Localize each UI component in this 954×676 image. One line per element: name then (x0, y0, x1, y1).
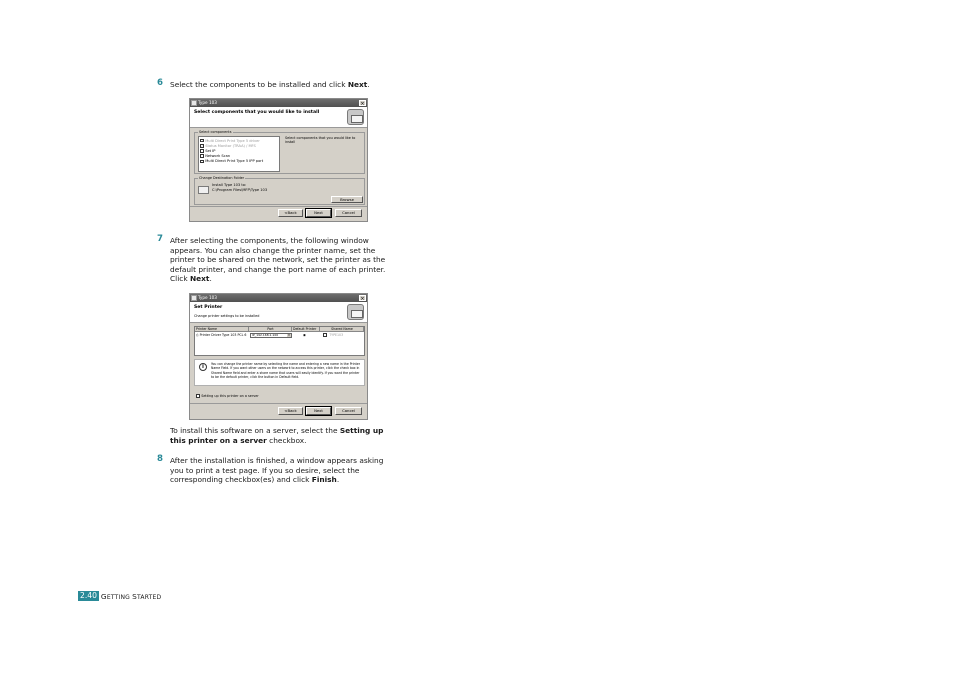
page-footer (78, 591, 161, 601)
server-checkbox[interactable] (196, 394, 200, 398)
step-number: 7 (157, 234, 163, 244)
components-group: Select components ✓ Multi Direct Print Type 5 driver ✓ Status Monitor (TRAA) / MFS Set IP Network Scan Multi Direct Print Type 5 IPP port Select components that you would like to install (194, 132, 365, 174)
browse-button[interactable]: Browse (331, 196, 363, 203)
server-checkbox-label: Setting up this printer on a server (201, 394, 259, 398)
page-number: 2.40 (80, 591, 97, 600)
back-button[interactable]: <Back (278, 407, 303, 415)
step-6 (157, 80, 397, 90)
window-title: Type 103 (198, 295, 217, 300)
checkbox[interactable] (200, 160, 204, 164)
checkbox[interactable]: ✓ (201, 138, 204, 143)
dialog-header (190, 302, 367, 323)
column-header[interactable]: Port (249, 327, 292, 332)
section-name: GETTING STARTED (100, 591, 162, 601)
window-title: Type 103 (198, 100, 217, 105)
info-icon: i (199, 363, 207, 371)
install-path: C:\Program Files\MFP\Type 103 (212, 188, 268, 192)
close-icon[interactable]: × (360, 101, 365, 107)
next-button[interactable]: Next (306, 209, 331, 217)
printer-name-cell[interactable]: Printer Driver Type 103 PCL 6 (199, 333, 247, 337)
info-text: You can change the printer name by selecting the name and entering a new name in the Printer Name Field. If you want other users on the network to access this printer, click the check box in Shared Name field and enter a share name that users will easily identify. If you want the printer to be the default printer, click the button in Default field. (211, 362, 361, 380)
dialog-header (190, 107, 367, 128)
dialog-titlebar (190, 99, 367, 107)
chevron-down-icon[interactable]: ▾ (288, 333, 290, 337)
component-item[interactable]: Network Scan (200, 154, 278, 159)
component-item[interactable]: ✓ Status Monitor (TRAA) / MFS (201, 143, 256, 148)
component-item[interactable]: Set IP (200, 148, 278, 153)
set-printer-dialog (189, 293, 368, 420)
component-description: Select components that you would like to install (285, 136, 356, 145)
port-select[interactable]: IP_192.168.1.100 ▾ (250, 333, 292, 338)
header-title: Select components that you would like to install (194, 110, 320, 115)
step-text: After the installation is finished, a window appears asking you to print a test page. If you so desire, select the corresponding checkbox(es) and click Finish. (170, 456, 384, 485)
folder-icon (198, 186, 209, 194)
back-button[interactable]: <Back (278, 209, 303, 217)
checkbox[interactable]: ✓ (201, 143, 204, 148)
next-button[interactable]: Next (306, 407, 331, 415)
step-number: 6 (157, 78, 163, 88)
dialog-titlebar (190, 294, 367, 302)
info-panel (194, 359, 365, 386)
component-item[interactable]: Multi Direct Print Type 5 IPP port (200, 159, 278, 164)
cancel-button[interactable]: Cancel (335, 209, 362, 217)
step-text: After selecting the components, the following window appears. You can also change the printer name, set the printer to be shared on the network, set the printer as the default printer, and change the port name of each printer. Click Next. (170, 236, 386, 284)
header-subtitle: Change printer settings to be installed (194, 314, 260, 318)
checkbox[interactable] (200, 149, 204, 153)
destination-group: Change Destination Folder Install Type 103 to: C:\Program Files\MFP\Type 103 Browse (194, 178, 365, 205)
component-selection-dialog (189, 98, 368, 222)
component-item[interactable]: ✓ Multi Direct Print Type 5 driver (201, 138, 260, 143)
app-icon (191, 295, 197, 301)
step-7 (157, 236, 397, 284)
printer-logo-icon (347, 109, 364, 125)
default-printer-radio[interactable]: ◉ (303, 333, 306, 337)
column-header[interactable]: Printer Name (195, 327, 249, 332)
install-to-label: Install Type 103 to: (212, 183, 247, 187)
close-icon[interactable]: × (360, 296, 365, 302)
printer-logo-icon (347, 304, 364, 320)
step-8 (157, 456, 397, 485)
column-header[interactable]: Shared Name (320, 327, 364, 332)
table-row[interactable] (196, 332, 246, 338)
components-list[interactable] (198, 136, 280, 172)
server-option[interactable] (196, 394, 259, 398)
header-title: Set Printer (194, 305, 223, 310)
server-note: To install this software on a server, select the Setting up this printer on a server checkbox. (170, 426, 384, 445)
printer-icon: ⎙ (196, 333, 199, 337)
shared-name-cell[interactable]: TYPE103 (323, 332, 343, 338)
printer-table (194, 326, 365, 356)
step-text: Select the components to be installed and click Next. (170, 80, 370, 89)
checkbox[interactable] (200, 154, 204, 158)
app-icon (191, 100, 197, 106)
step-number: 8 (157, 454, 163, 464)
shared-checkbox[interactable] (323, 333, 327, 337)
column-header[interactable]: Default Printer (292, 327, 320, 332)
cancel-button[interactable]: Cancel (335, 407, 362, 415)
